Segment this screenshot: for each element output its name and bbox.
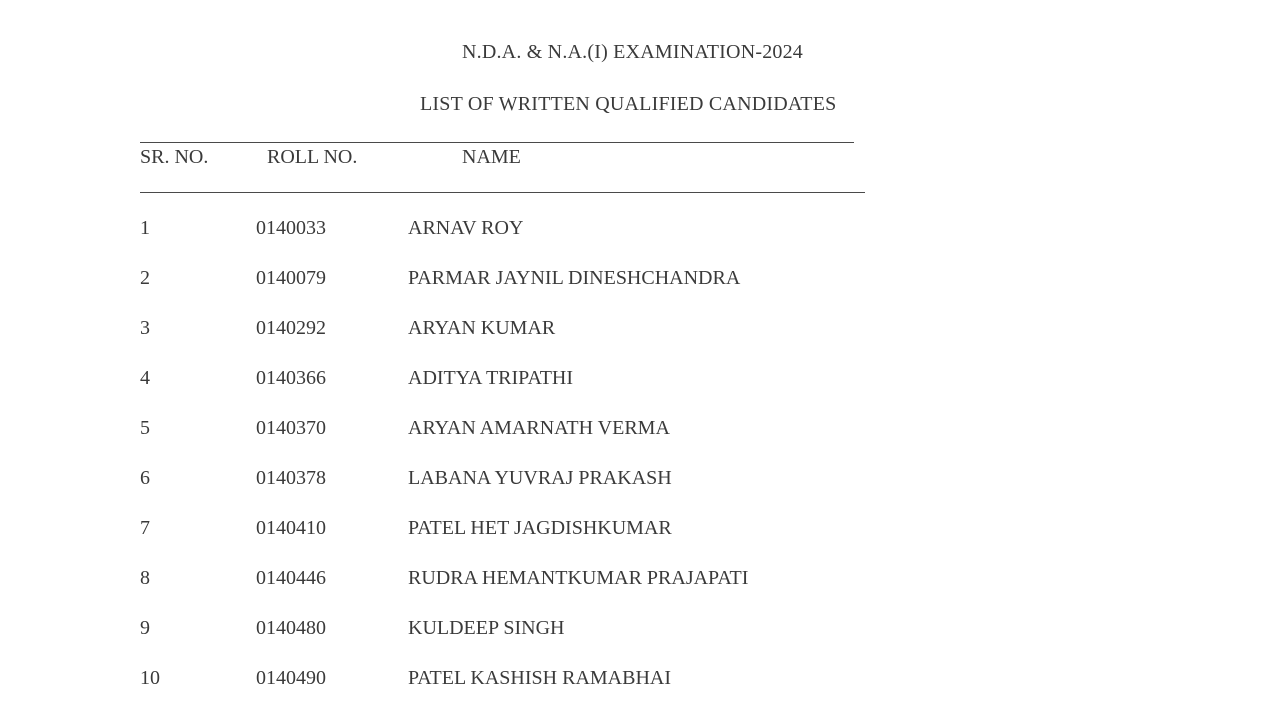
header-top-rule xyxy=(140,142,854,143)
roll-no-cell: 0140446 xyxy=(256,567,326,589)
roll-no-cell: 0140378 xyxy=(256,467,326,489)
table-row xyxy=(0,667,1281,717)
candidate-list xyxy=(0,217,1281,717)
name-cell: LABANA YUVRAJ PRAKASH xyxy=(408,467,672,489)
name-cell: PATEL HET JAGDISHKUMAR xyxy=(408,517,672,539)
sr-no-cell: 2 xyxy=(140,267,150,289)
column-header-sr-no: SR. NO. xyxy=(140,146,209,168)
roll-no-cell: 0140033 xyxy=(256,217,326,239)
roll-no-cell: 0140480 xyxy=(256,617,326,639)
column-header-name: NAME xyxy=(462,146,521,168)
roll-no-cell: 0140490 xyxy=(256,667,326,689)
table-row xyxy=(0,517,1281,567)
roll-no-cell: 0140410 xyxy=(256,517,326,539)
name-cell: ARYAN KUMAR xyxy=(408,317,556,339)
table-row xyxy=(0,367,1281,417)
sr-no-cell: 3 xyxy=(140,317,150,339)
table-row xyxy=(0,467,1281,517)
sr-no-cell: 1 xyxy=(140,217,150,239)
name-cell: KULDEEP SINGH xyxy=(408,617,565,639)
column-header-roll-no: ROLL NO. xyxy=(267,146,358,168)
table-row xyxy=(0,317,1281,367)
table-row xyxy=(0,567,1281,617)
name-cell: PARMAR JAYNIL DINESHCHANDRA xyxy=(408,267,741,289)
roll-no-cell: 0140292 xyxy=(256,317,326,339)
table-row xyxy=(0,267,1281,317)
name-cell: PATEL KASHISH RAMABHAI xyxy=(408,667,671,689)
table-row xyxy=(0,617,1281,667)
sr-no-cell: 5 xyxy=(140,417,150,439)
roll-no-cell: 0140366 xyxy=(256,367,326,389)
table-row xyxy=(0,217,1281,267)
table-row xyxy=(0,417,1281,467)
document-subtitle: LIST OF WRITTEN QUALIFIED CANDIDATES xyxy=(420,93,837,115)
sr-no-cell: 8 xyxy=(140,567,150,589)
roll-no-cell: 0140370 xyxy=(256,417,326,439)
sr-no-cell: 9 xyxy=(140,617,150,639)
name-cell: ARYAN AMARNATH VERMA xyxy=(408,417,670,439)
document-title: N.D.A. & N.A.(I) EXAMINATION-2024 xyxy=(462,41,803,63)
sr-no-cell: 4 xyxy=(140,367,150,389)
sr-no-cell: 7 xyxy=(140,517,150,539)
header-bottom-rule xyxy=(140,192,865,193)
sr-no-cell: 6 xyxy=(140,467,150,489)
sr-no-cell: 10 xyxy=(140,667,160,689)
roll-no-cell: 0140079 xyxy=(256,267,326,289)
name-cell: ARNAV ROY xyxy=(408,217,524,239)
name-cell: ADITYA TRIPATHI xyxy=(408,367,574,389)
name-cell: RUDRA HEMANTKUMAR PRAJAPATI xyxy=(408,567,749,589)
